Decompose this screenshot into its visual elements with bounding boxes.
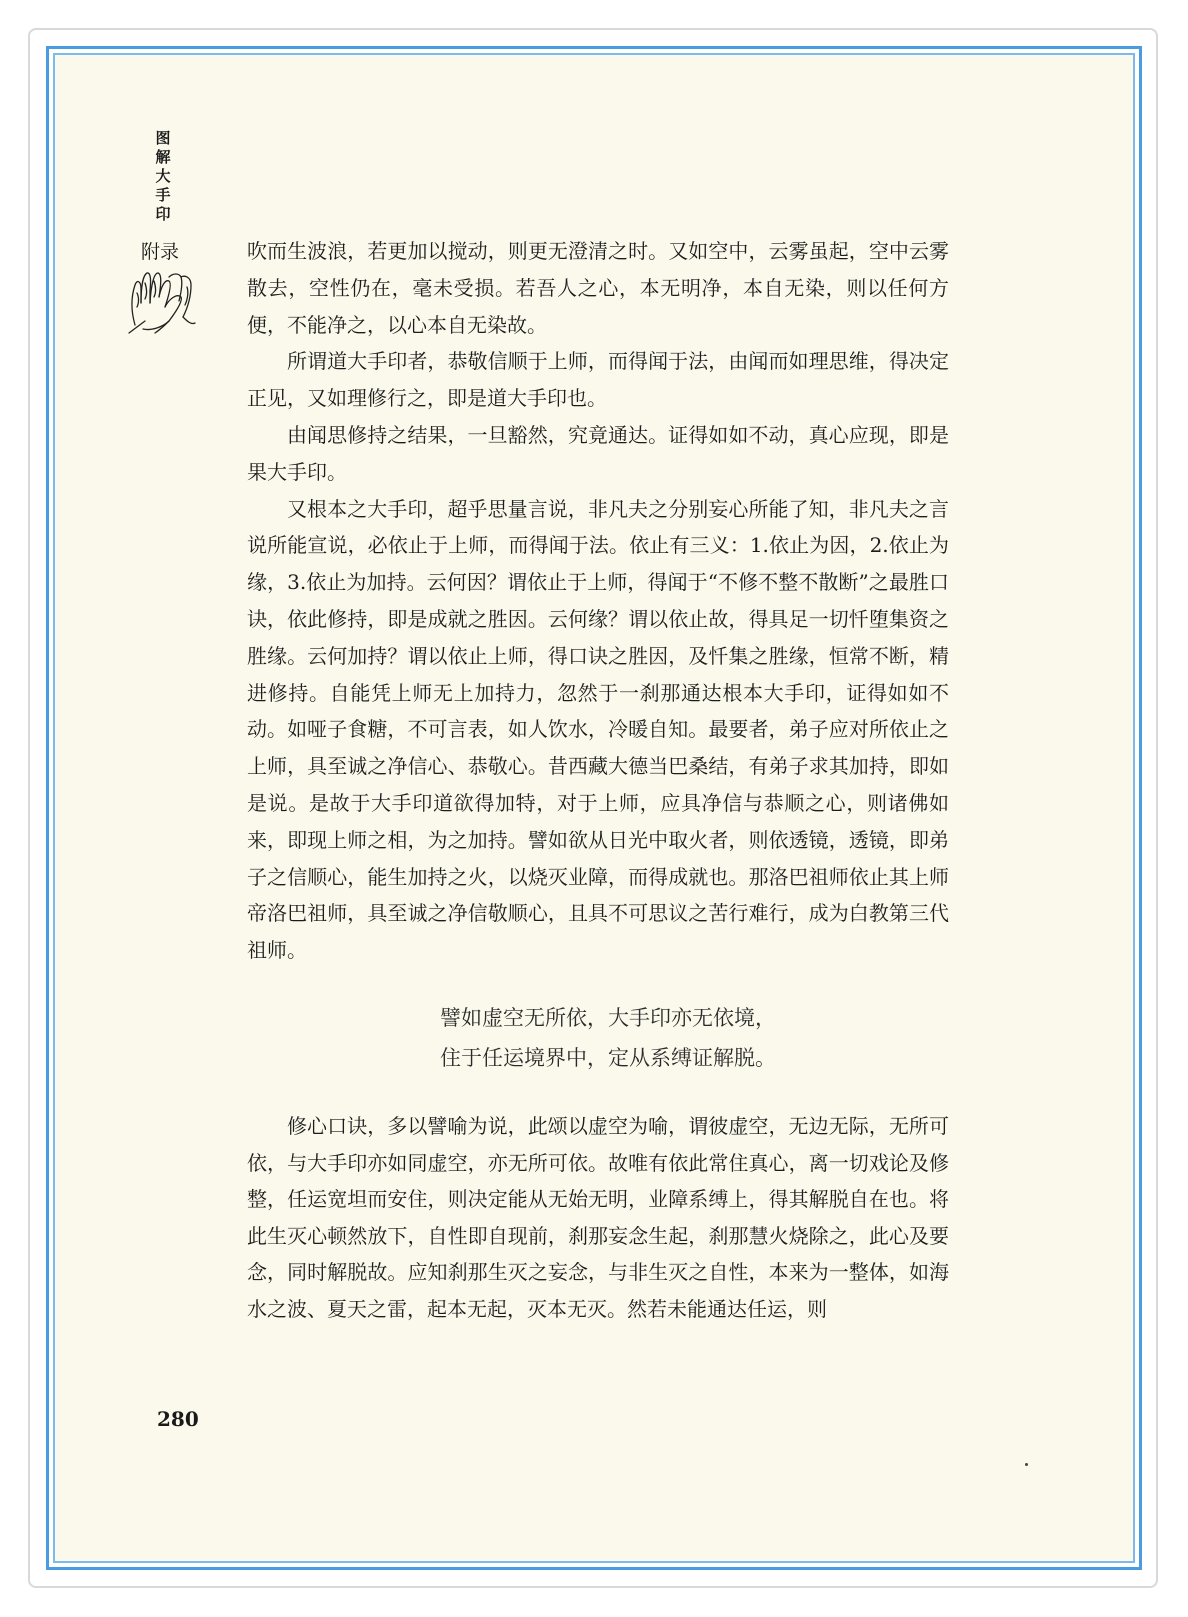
book-page	[53, 53, 1135, 1563]
page-frame	[46, 46, 1142, 1570]
commentary-text	[247, 1108, 949, 1328]
paragraph: 由闻思修持之结果，一旦豁然，究竟通达。证得如如不动，真心应现，即是果大手印。	[247, 422, 949, 484]
paragraph: 又根本之大手印，超乎思量言说，非凡夫之分别妄心所能了知，非凡夫之言说所能宣说，必依止于上师，而得闻于法。依止有三义：1.依止为因，2.依止为缘，3.依止为加持。云何因？谓依止于上师，得闻于“不修不整不散断”之最胜口诀，依此修持，即是成就之胜因。云何缘？谓以依止故，得具足一切忏堕集资之胜缘。云何加持？谓以依止上师，得口诀之胜因，及忏集之胜缘，恒常不断，精进修持。自能凭上师无上加持力，忽然于一刹那通达根本大手印，证得如如不动。如哑子食糖，不可言表，如人饮水，冷暖自知。最要者，弟子应对所依止之上师，具至诚之净信心、恭敬心。昔西藏大德当巴桑结，有弟子求其加持，即如是说。是故于大手印道欲得加特，对于上师，应具净信与恭顺之心，则诸佛如来，即现上师之相，为之加持。譬如欲从日光中取火者，则依透镜，透镜，即弟子之信顺心，能生加持之火，以烧灭业障，而得成就也。那洛巴祖师依止其上师帝洛巴祖师，具至诚之净信敬顺心，且具不可思议之苦行难行，成为白教第三代祖师。	[247, 496, 949, 963]
paragraph-continued: 吹而生波浪，若更加以搅动，则更无澄清之时。又如空中，云雾虽起，空中云雾散去，空性仍在，毫未受损。若吾人之心，本无明净，本自无染，则以任何方便，不能净之，以心本自无染故。	[247, 239, 949, 337]
verse-line: 譬如虚空无所依，大手印亦无依境，	[440, 1006, 776, 1030]
section-label: 附录	[141, 241, 180, 263]
paragraph: 修心口诀，多以譬喻为说，此颂以虚空为喻，谓彼虚空，无边无际，无所可依，与大手印亦如同虚空，亦无所可依。故唯有依此常住真心，离一切戏论及修整，任运宽坦而安住，则决定能从无始无明，业障系缚上，得其解脱自在也。将此生灭心顿然放下，自性即自现前，刹那妄念生起，刹那慧火烧除之，此心及要念，同时解脱故。应知刹那生灭之妄念，与非生灭之自性，本来为一整体，如海水之波、夏天之雷，起本无起，灭本无灭。然若未能通达任运，则	[247, 1114, 949, 1321]
praying-hands-icon	[125, 263, 203, 338]
main-text	[247, 233, 949, 969]
page-number: 280	[157, 1407, 199, 1431]
paragraph: 所谓道大手印者，恭敬信顺于上师，而得闻于法，由闻而如理思维，得决定正见，又如理修行之，即是道大手印也。	[247, 349, 949, 411]
verse-block	[247, 998, 949, 1078]
print-speck	[1025, 1463, 1028, 1466]
book-title-vertical: 图解大手印	[155, 129, 171, 223]
verse-line: 住于任运境界中，定从系缚证解脱。	[440, 1046, 776, 1070]
